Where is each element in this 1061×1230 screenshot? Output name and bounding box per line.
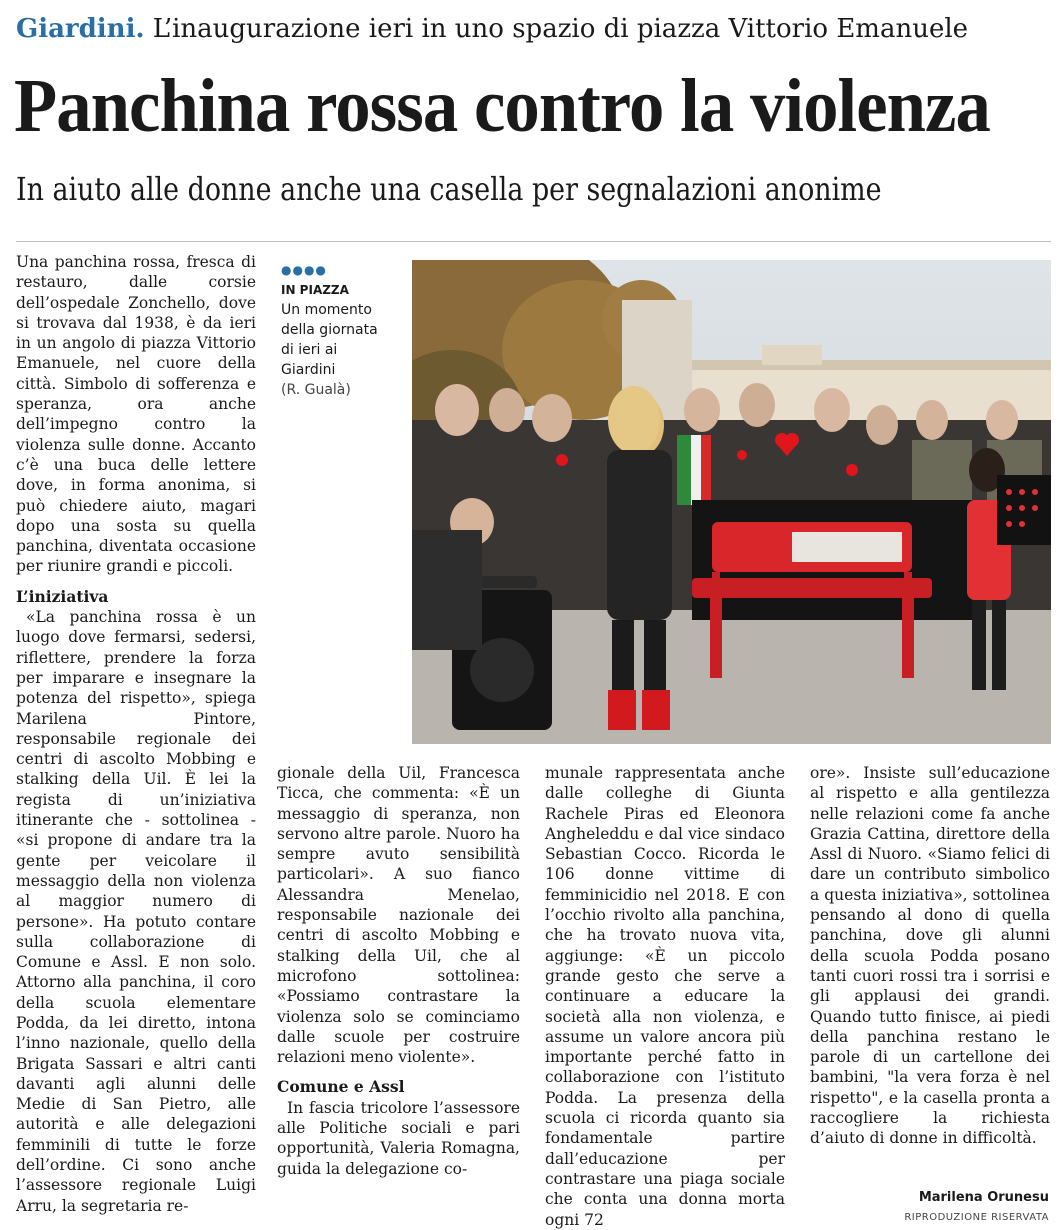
kicker-lead: Giardini.	[16, 14, 145, 44]
photo-caption	[281, 260, 391, 400]
music-stand	[997, 475, 1051, 545]
column-3	[545, 763, 785, 1230]
caption-credit: (R. Gualà)	[281, 382, 351, 398]
headline: Panchina rossa contro la violenza	[14, 64, 990, 148]
paragraph: In fascia tricolore l’assessore alle Politiche sociali e pari opportunità, Valeria Romagna, guida la delegazione co-	[277, 1098, 520, 1178]
section-heading: Comune e Assl	[277, 1077, 405, 1097]
caption-heading: IN PIAZZA	[281, 283, 349, 297]
photo-red-bench	[412, 260, 1051, 744]
kicker	[16, 14, 968, 44]
subhead: In aiuto alle donne anche una casella per segnalazioni anonime	[16, 170, 882, 208]
column-1	[16, 252, 256, 1216]
column-2	[277, 763, 520, 1179]
section-heading: L’iniziativa	[16, 586, 109, 606]
photo-illustration	[412, 260, 1051, 744]
caption-text: Un momento della giornata di ieri ai Giardini	[281, 302, 378, 378]
paragraph: «La panchina rossa è un luogo dove fermarsi, sedersi, riflettere, prendere la forza per imparare e insegnare la potenza del rispetto», spiega Marilena Pintore, responsabile regionale dei centri di ascolto Mobbing e stalking della Uil. È lei la regista di un’iniziativa itinerante che - sottolinea - «si propone di andare tra la gente per veicolare il messaggio della non violenza al maggior numero di persone». Ha potuto contare sulla collaborazione di Comune e Assl. E non solo. Attorno alla panchina, il coro della scuola elementare Podda, da lei diretto, intona l’inno nazionale, quello della Brigata Sassari e altri canti davanti agli alunni delle Medie di San Pietro, alle autorità e alle delegazioni femminili di tutte le forze dell’ordine. Ci sono anche l’assessore regionale Luigi Arru, la segretaria re-	[16, 608, 256, 1215]
paragraph: ore». Insiste sull’educazione al rispetto e alla gentilezza nelle relazioni come fa anche Grazia Cattina, direttore della Assl di Nuoro. «Siamo felici di dare un contributo simbolico a questa iniziativa», sottolinea pensando al dono di quella panchina, dove gli alunni della scuola Podda posano tanti cuori rossi tra i sorrisi e gli applausi dei grandi. Quando tutto finisce, ai piedi della panchina restano le parole di un cartellone dei bambini, "la vera forza è nel rispetto", e la casella pronta a raccogliere la richiesta d’aiuto di donne in difficoltà.	[810, 764, 1050, 1148]
copyright-notice: RIPRODUZIONE RISERVATA	[904, 1212, 1049, 1223]
paragraph: Una panchina rossa, fresca di restauro, dalle corsie dell’ospedale Zonchello, dove si trovava dal 1938, è da ieri in un angolo di piazza Vittorio Emanuele, nel cuore della città. Simbolo di sofferenza e speranza, ora anche dell’impegno contro la violenza sulle donne. Accanto c’è una buca delle lettere dove, in forma anonima, si può chiedere aiuto, magari dopo una sosta su quella panchina, diventata occasione per riunire grandi e piccoli.	[16, 253, 256, 576]
byline: Marilena Orunesu	[918, 1190, 1049, 1205]
paragraph: gionale della Uil, Francesca Ticca, che commenta: «È un messaggio di speranza, non servono altre parole. Nuoro ha sempre avuto sensibilità particolari». A suo fianco Alessandra Menelao, responsabile nazionale dei centri di ascolto Mobbing e stalking della Uil, che al microfono sottolinea: «Possiamo contrastare la violenza solo se cominciamo dalle scuole per costruire relazioni meno violente».	[277, 764, 520, 1067]
divider	[16, 241, 1051, 242]
paragraph: munale rappresentata anche dalle colleghe di Giunta Rachele Piras ed Eleonora Angheleddu e dal vice sindaco Sebastian Cocco. Ricorda le 106 donne vittime di femminicidio nel 2018. E con l’occhio rivolto alla panchina, che ha trovato nuova vita, aggiunge: «È un piccolo grande gesto che serve a continuare a educare la società alla non violenza, e assume un valore ancora più importante perché fatto in collaborazione con l’istituto Podda. La presenza della scuola ci ricorda quanto sia fondamentale partire dall’educazione per contrastare una piaga sociale che conta una donna morta ogni 72	[545, 764, 785, 1229]
kicker-text: L’inaugurazione ieri in uno spazio di piazza Vittorio Emanuele	[144, 14, 969, 44]
caption-dots-icon: ●●●●	[281, 263, 327, 277]
column-4	[810, 763, 1050, 1149]
